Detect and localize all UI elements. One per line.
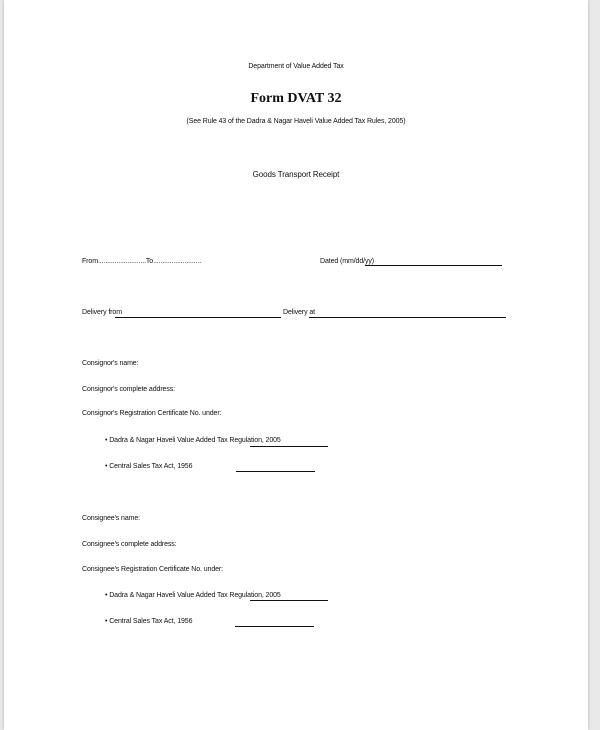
delivery-from-field[interactable] <box>115 317 281 318</box>
consignor-cst-reg-field[interactable] <box>236 471 315 472</box>
consignee-reg-label: Consignee's Registration Certificate No. under: <box>82 566 223 573</box>
consignor-reg-item-cst <box>105 463 192 470</box>
consignor-reg-label: Consignor's Registration Certificate No. under: <box>82 410 222 417</box>
receipt-title <box>4 170 588 179</box>
consignee-item2-text: Central Sales Tax Act, 1956 <box>109 618 193 625</box>
delivery-at-field[interactable] <box>309 317 506 318</box>
form-title-text: Form DVAT 32 <box>250 91 342 106</box>
bullet-icon: • <box>105 463 108 470</box>
consignee-reg-item-vat <box>105 592 281 599</box>
department-text: Department of Value Added Tax <box>248 63 344 70</box>
to-label: To <box>145 258 154 265</box>
bullet-icon: • <box>105 437 108 444</box>
consignor-name-label: Consignor's name: <box>82 360 139 367</box>
from-field[interactable]: .......................... <box>97 258 146 265</box>
rule-reference-text: (See Rule 43 of the Dadra & Nagar Haveli Value Added Tax Rules, 2005) <box>186 118 406 125</box>
dated-label: Dated (mm/dd/yy) <box>320 258 375 265</box>
delivery-at-label: Delivery at <box>283 309 315 316</box>
document-page <box>4 0 588 730</box>
bullet-icon: • <box>105 618 108 625</box>
dated-field[interactable] <box>365 265 502 266</box>
consignee-cst-reg-field[interactable] <box>235 626 314 627</box>
from-label: From <box>82 258 98 265</box>
consignor-reg-item-vat <box>105 437 281 444</box>
consignor-vat-reg-field[interactable] <box>250 446 328 447</box>
consignor-item2-text: Central Sales Tax Act, 1956 <box>109 463 193 470</box>
from-to-row <box>82 258 201 265</box>
consignee-address-label: Consignee's complete address: <box>82 541 177 548</box>
consignee-vat-reg-field[interactable] <box>250 600 328 601</box>
department-heading <box>4 63 588 70</box>
receipt-title-text: Goods Transport Receipt <box>252 170 340 179</box>
to-field[interactable]: .......................... <box>153 258 202 265</box>
consignee-item1-text: Dadra & Nagar Haveli Value Added Tax Regulation, 2005 <box>109 592 281 599</box>
form-title <box>4 91 588 107</box>
bullet-icon: • <box>105 592 108 599</box>
consignee-reg-item-cst <box>105 618 192 625</box>
rule-reference <box>4 118 588 125</box>
consignor-address-label: Consignor's complete address: <box>82 386 175 393</box>
consignee-name-label: Consignee's name: <box>82 515 141 522</box>
consignor-item1-text: Dadra & Nagar Haveli Value Added Tax Regulation, 2005 <box>109 437 281 444</box>
delivery-from-label: Delivery from <box>82 309 122 316</box>
